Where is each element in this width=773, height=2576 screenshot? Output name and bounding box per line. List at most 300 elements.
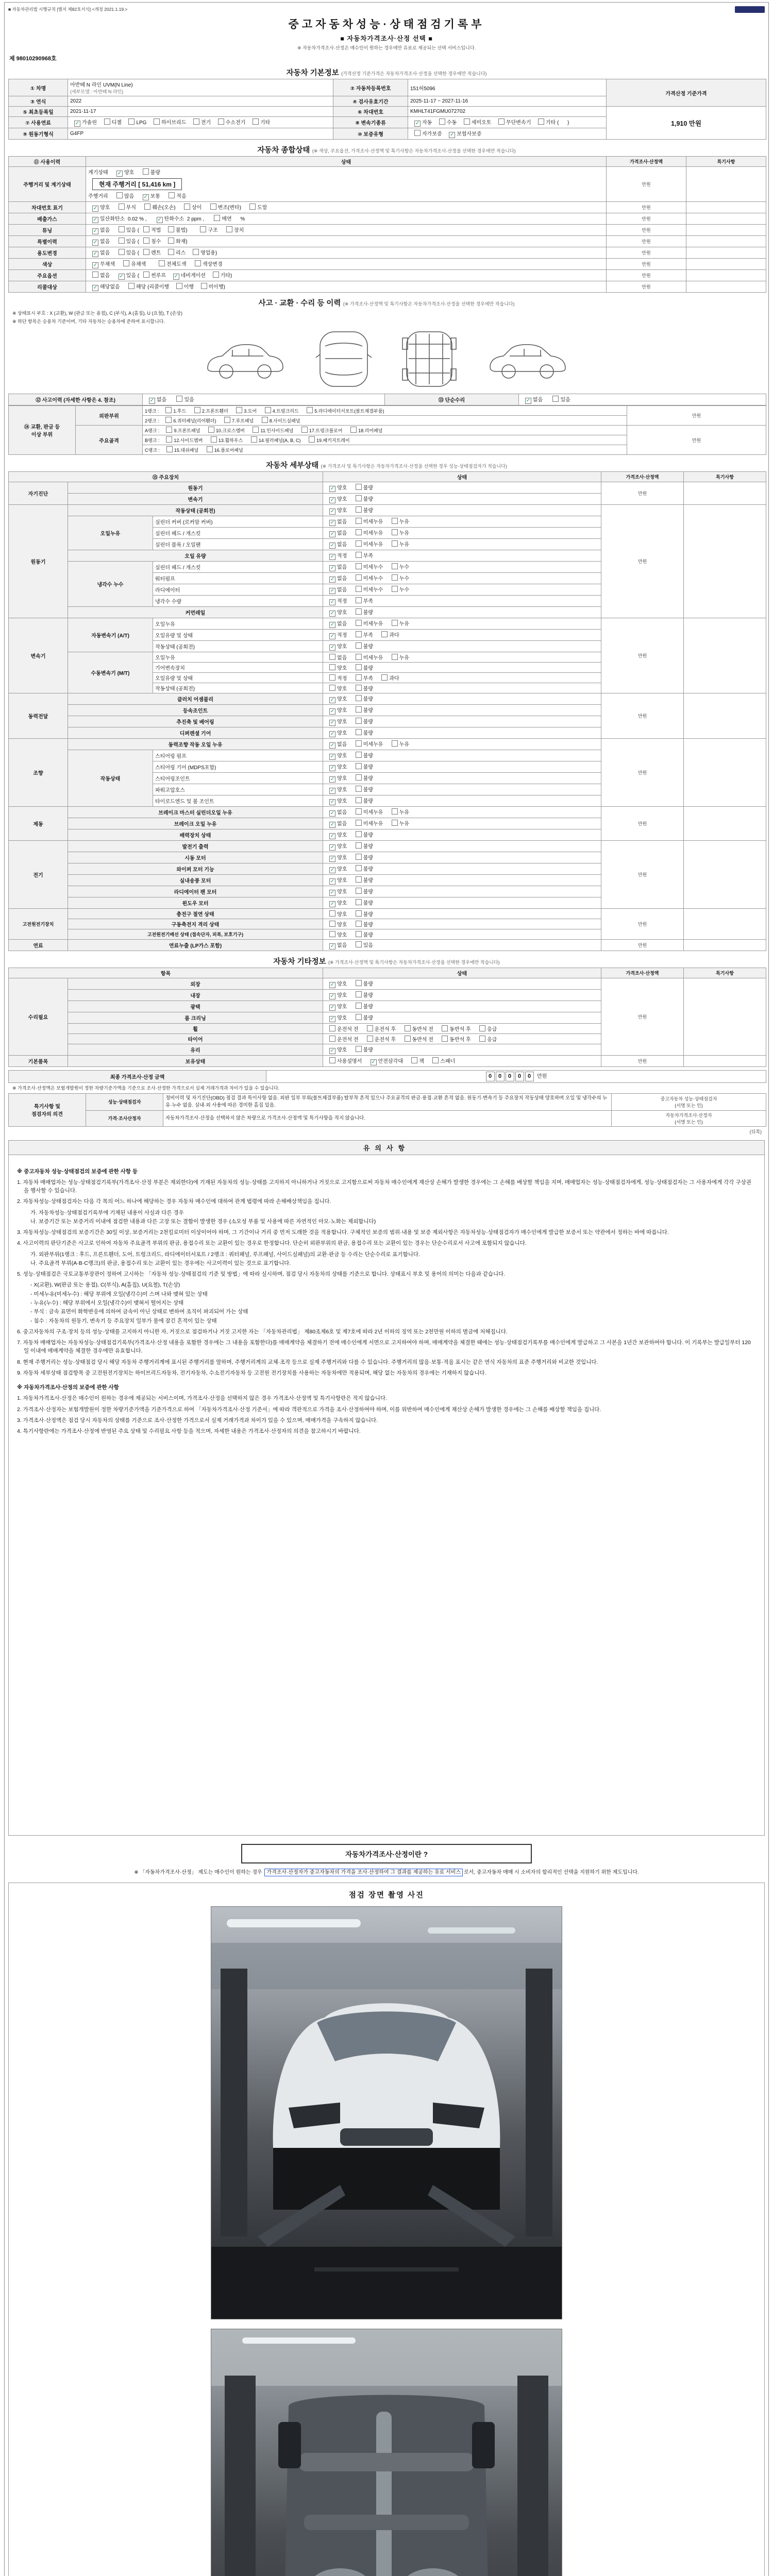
checkbox-unchecked[interactable] — [116, 192, 123, 198]
table-cell: ✓ 양호 불량 — [323, 505, 601, 516]
vehicle-type-legend: ※ 하단 항목은 승용차 기준이며, 기타 자동차는 승용차에 준하여 표시합니다. — [12, 319, 165, 324]
checkbox-unchecked[interactable] — [392, 654, 398, 660]
checkbox-unchecked[interactable] — [356, 854, 362, 860]
checkbox-checked[interactable]: ✓ — [75, 121, 80, 126]
checkbox-unchecked[interactable] — [405, 1036, 411, 1042]
checkbox-unchecked[interactable] — [193, 118, 199, 125]
table-cell: 냉각수 누수 — [68, 562, 153, 607]
notice-item: 가. 자동차성능·상태점검기록부에 기재된 내용이 사실과 다른 경우 — [30, 1209, 184, 1216]
checkbox-unchecked[interactable] — [442, 1025, 448, 1031]
checkbox-unchecked[interactable] — [208, 427, 214, 433]
checkbox-unchecked[interactable] — [392, 518, 398, 524]
checkbox-unchecked[interactable] — [432, 1057, 439, 1063]
table-cell: ✓ 없음 미세누유 누유 — [323, 807, 601, 818]
checkbox-unchecked[interactable] — [392, 586, 398, 592]
checkbox-unchecked[interactable] — [356, 888, 362, 894]
notice-item: 9. 자동차 세부상태 점검항목 중 고전원전기장치는 하이브리드자동차, 전기자동차, 수소전기자동차 등 고전원 전기장치를 사용하는 자동차에만 적용되며, 해당 없는 자동차의 경우에는 기재하지 않습니다. — [17, 1369, 486, 1376]
table-cell — [686, 213, 766, 225]
section-accident-header — [8, 297, 765, 308]
simple-repair: ✓ 없음 있음 — [519, 394, 766, 405]
table-cell: ✓ 양호 불량 — [323, 727, 601, 739]
model-year: 2022 — [68, 96, 333, 107]
table-cell: ✓ 양호 불량 — [323, 482, 601, 494]
checkbox-unchecked[interactable] — [329, 654, 335, 660]
checkbox-unchecked[interactable] — [392, 529, 398, 535]
car-diagram-side-right — [484, 333, 572, 385]
checkbox-unchecked[interactable] — [251, 436, 257, 443]
checkbox-unchecked[interactable] — [119, 249, 125, 255]
checkbox-unchecked[interactable] — [356, 718, 362, 724]
checkbox-unchecked[interactable] — [168, 249, 174, 255]
checkbox-unchecked[interactable] — [392, 820, 398, 826]
notice-item: - 부식 : 금속 표면이 화학반응에 의하여 금속이 아닌 상태로 변하여 조직이 파괴되어 가는 상태 — [30, 1309, 248, 1315]
table-cell: 만원 — [607, 259, 686, 270]
checkbox-unchecked[interactable] — [176, 396, 182, 402]
warranty-type: 자가보증 ✓ 보험사보증 — [408, 128, 607, 140]
checkbox-unchecked[interactable] — [236, 407, 242, 413]
checkbox-unchecked[interactable] — [128, 118, 135, 125]
table-cell: 특기사항 — [684, 968, 766, 978]
checkbox-checked[interactable]: ✓ — [330, 554, 335, 560]
table-cell: 클러치 어셈블리 — [68, 693, 323, 705]
table-cell: 원동기 — [9, 505, 68, 618]
checkbox-unchecked[interactable] — [356, 529, 362, 535]
checkbox-unchecked[interactable] — [392, 620, 398, 626]
checkbox-unchecked[interactable] — [356, 831, 362, 837]
detailed-condition-table — [8, 471, 765, 951]
table-cell: 리콜대상 — [9, 281, 86, 293]
checkbox-checked[interactable]: ✓ — [149, 398, 155, 403]
checkbox-unchecked[interactable] — [200, 226, 206, 232]
checkbox-checked[interactable]: ✓ — [330, 742, 335, 748]
notice-item: 나. 보증기간 또는 보증거리 이내에 점검한 내용과 다른 고장 또는 결함이 발생한 경우 (소모성 부품 및 사용에 따른 자연적인 마모·노화는 제외합니다) — [30, 1218, 376, 1225]
checkbox-checked[interactable]: ✓ — [330, 731, 335, 737]
checkbox-unchecked[interactable] — [381, 631, 388, 637]
checkbox-unchecked[interactable] — [119, 204, 125, 210]
checkbox-checked[interactable]: ✓ — [330, 543, 335, 548]
table-cell: 와이퍼 모터 기능 — [68, 863, 323, 875]
checkbox-unchecked[interactable] — [356, 752, 362, 758]
checkbox-unchecked[interactable] — [166, 436, 172, 443]
checkbox-unchecked[interactable] — [356, 1003, 362, 1009]
checkbox-checked[interactable]: ✓ — [371, 1059, 376, 1065]
checkbox-unchecked[interactable] — [356, 706, 362, 713]
table-cell: 만원 — [601, 482, 684, 505]
table-cell: 양호 불량 — [323, 909, 601, 919]
final-amount-note: ※ 가격조사·산정액은 보험개발원이 정한 차량기준가액을 기준으로 조사·산정한 가격으로서 실제 거래가격과 차이가 있을 수 있습니다. — [12, 1086, 280, 1091]
checkbox-unchecked[interactable] — [356, 506, 362, 513]
checkbox-checked[interactable]: ✓ — [330, 1016, 335, 1022]
checkbox-unchecked[interactable] — [168, 226, 174, 232]
checkbox-unchecked[interactable] — [552, 396, 559, 402]
checkbox-checked[interactable]: ✓ — [93, 228, 98, 234]
checkbox-unchecked[interactable] — [356, 991, 362, 997]
checkbox-unchecked[interactable] — [159, 260, 165, 266]
checkbox-unchecked[interactable] — [226, 226, 232, 232]
checkbox-checked[interactable]: ✓ — [330, 765, 335, 771]
checkbox-checked[interactable]: ✓ — [330, 509, 335, 514]
checkbox-checked[interactable]: ✓ — [330, 577, 335, 582]
checkbox-checked[interactable]: ✓ — [330, 497, 335, 503]
subtitle: ■ 자동차가격조사·산정 선택 ■ — [340, 35, 433, 42]
checkbox-checked[interactable]: ✓ — [330, 993, 335, 999]
accident-flag-table — [8, 394, 765, 405]
checkbox-unchecked[interactable] — [309, 436, 315, 443]
checkbox-unchecked[interactable] — [356, 820, 362, 826]
checkbox-unchecked[interactable] — [211, 436, 217, 443]
checkbox-checked[interactable]: ✓ — [93, 217, 98, 223]
section-accident-title: 사고 · 교환 · 수리 등 이력 — [258, 299, 341, 308]
checkbox-unchecked[interactable] — [498, 118, 505, 125]
checkbox-unchecked[interactable] — [154, 118, 160, 125]
checkbox-unchecked[interactable] — [356, 941, 362, 947]
table-cell: 양호 불량 — [323, 663, 601, 673]
checkbox-unchecked[interactable] — [92, 272, 98, 278]
checkbox-unchecked[interactable] — [329, 1025, 335, 1031]
checkbox-unchecked[interactable] — [356, 865, 362, 871]
checkbox-unchecked[interactable] — [538, 118, 544, 125]
checkbox-checked[interactable]: ✓ — [330, 565, 335, 571]
checkbox-unchecked[interactable] — [329, 1057, 335, 1063]
checkbox-unchecked[interactable] — [210, 204, 216, 210]
checkbox-unchecked[interactable] — [176, 283, 182, 289]
table-cell: ③ 연식 — [9, 96, 68, 107]
checkbox-unchecked[interactable] — [411, 1057, 417, 1063]
checkbox-unchecked[interactable] — [165, 407, 172, 413]
checkbox-unchecked[interactable] — [356, 729, 362, 735]
inspection-validity: 2025-11-17 ~ 2027-11-16 — [408, 96, 607, 107]
checkbox-unchecked[interactable] — [144, 204, 150, 210]
checkbox-unchecked[interactable] — [184, 204, 190, 210]
checkbox-checked[interactable]: ✓ — [330, 697, 335, 703]
checkbox-unchecked[interactable] — [381, 674, 388, 681]
section-basic-header — [8, 67, 765, 78]
checkbox-checked[interactable]: ✓ — [330, 844, 335, 850]
state-code-legend: ※ 상태표시 부호 : X (교환), W (판금 또는 용접), C (부식), A (흠집), U (요철), T (손상) — [12, 311, 182, 316]
checkbox-unchecked[interactable] — [213, 272, 219, 278]
checkbox-unchecked[interactable] — [356, 740, 362, 747]
table-cell: 외장 — [68, 978, 323, 990]
checkbox-unchecked[interactable] — [356, 563, 362, 569]
checkbox-unchecked[interactable] — [442, 1036, 448, 1042]
page-title: 중고자동차성능·상태점검기록부 — [288, 19, 485, 30]
checkbox-unchecked[interactable] — [356, 654, 362, 660]
table-cell: B랭크 : 12.사이드멤버 13.휠하우스 14.필러패널(A, B, C) 19.패키지트레이 — [143, 435, 627, 445]
checkbox-unchecked[interactable] — [249, 204, 256, 210]
table-cell: 실린더 헤드 / 개스킷 — [153, 528, 323, 539]
car-diagram-side-left — [201, 333, 289, 385]
checkbox-unchecked[interactable] — [307, 407, 313, 413]
checkbox-checked[interactable]: ✓ — [330, 901, 335, 907]
plate-number: 151허5096 — [408, 79, 607, 96]
table-cell: 스티어링 기어 (MDPS포함) — [153, 761, 323, 773]
table-cell: 스티어링 펌프 — [153, 750, 323, 761]
checkbox-unchecked[interactable] — [195, 260, 201, 266]
table-cell: 주행거리 및 계기상태 — [9, 167, 86, 202]
checkbox-unchecked[interactable] — [392, 563, 398, 569]
checkbox-checked[interactable]: ✓ — [330, 776, 335, 782]
table-cell: 주요옵션 — [9, 270, 86, 281]
checkbox-unchecked[interactable] — [356, 642, 362, 649]
checkbox-checked[interactable]: ✓ — [415, 121, 420, 126]
checkbox-unchecked[interactable] — [119, 238, 125, 244]
section-other-note: (※ 가격조사·산정액 및 특기사항은 자동차가격조사·산정을 선택한 경우에만 적습니다) — [328, 960, 500, 965]
checkbox-unchecked[interactable] — [104, 118, 110, 125]
checkbox-unchecked[interactable] — [329, 921, 335, 927]
table-cell: ✓ 없음 미세누유 누유 — [323, 528, 601, 539]
table-cell: 워터펌프 — [153, 573, 323, 584]
checkbox-unchecked[interactable] — [356, 586, 362, 592]
checkbox-checked[interactable]: ✓ — [93, 206, 98, 211]
table-cell: 전기 — [9, 841, 68, 909]
checkbox-checked[interactable]: ✓ — [330, 754, 335, 759]
checkbox-unchecked[interactable] — [356, 808, 362, 815]
checkbox-checked[interactable]: ✓ — [330, 708, 335, 714]
table-cell: 타이로드엔드 및 볼 조인트 — [153, 795, 323, 807]
checkbox-unchecked[interactable] — [143, 226, 149, 232]
checkbox-checked[interactable]: ✓ — [119, 274, 124, 279]
checkbox-unchecked[interactable] — [356, 763, 362, 769]
final-amount-table — [8, 1070, 765, 1083]
checkbox-unchecked[interactable] — [166, 427, 172, 433]
table-cell: 만원 — [601, 807, 684, 841]
checkbox-unchecked[interactable] — [194, 407, 200, 413]
checkbox-unchecked[interactable] — [367, 1025, 373, 1031]
checkbox-checked[interactable]: ✓ — [330, 645, 335, 650]
checkbox-unchecked[interactable] — [168, 238, 174, 244]
table-cell — [684, 482, 766, 505]
checkbox-unchecked[interactable] — [143, 238, 149, 244]
odometer-reading: 계기상태 ✓ 양호 불량 현재 주행거리 [ 51,416 km ] 주행거리 많음 ✓ 보통 적음 — [86, 167, 607, 202]
checkbox-unchecked[interactable] — [143, 272, 149, 278]
checkbox-checked[interactable]: ✓ — [330, 622, 335, 628]
table-cell — [684, 739, 766, 807]
checkbox-unchecked[interactable] — [201, 283, 207, 289]
checkbox-unchecked[interactable] — [356, 695, 362, 701]
table-cell: ✓ 양호 불량 — [323, 773, 601, 784]
checkbox-checked[interactable]: ✓ — [330, 856, 335, 861]
checkbox-unchecked[interactable] — [356, 980, 362, 986]
checkbox-unchecked[interactable] — [356, 786, 362, 792]
checkbox-checked[interactable]: ✓ — [330, 486, 335, 492]
checkbox-unchecked[interactable] — [356, 842, 362, 849]
checkbox-unchecked[interactable] — [479, 1025, 485, 1031]
table-cell: ✓ 적정 부족 — [323, 550, 601, 562]
checkbox-unchecked[interactable] — [218, 118, 224, 125]
checkbox-unchecked[interactable] — [224, 417, 230, 423]
table-cell: 주요골격 — [76, 426, 143, 455]
checkbox-unchecked[interactable] — [356, 1046, 362, 1052]
checkbox-unchecked[interactable] — [143, 249, 149, 255]
checkbox-checked[interactable]: ✓ — [174, 274, 178, 279]
checkbox-checked[interactable]: ✓ — [330, 867, 335, 873]
checkbox-unchecked[interactable] — [329, 674, 335, 681]
checkbox-unchecked[interactable] — [165, 417, 172, 423]
checkbox-unchecked[interactable] — [169, 192, 175, 198]
table-cell: ✓ 양호 불량 — [323, 716, 601, 727]
checkbox-checked[interactable]: ✓ — [117, 171, 122, 176]
checkbox-checked[interactable]: ✓ — [330, 810, 335, 816]
checkbox-checked[interactable]: ✓ — [330, 611, 335, 616]
checkbox-unchecked[interactable] — [356, 910, 362, 917]
table-cell — [684, 940, 766, 951]
table-cell: 변속기 — [9, 618, 68, 693]
table-cell: 오일유량 및 상태 — [153, 630, 323, 641]
checkbox-unchecked[interactable] — [356, 574, 362, 581]
checkbox-unchecked[interactable] — [356, 597, 362, 603]
checkbox-unchecked[interactable] — [464, 118, 470, 125]
table-cell: 고전원전기배선 상태 (접속단자, 피복, 보호기구) — [68, 929, 323, 940]
checkbox-unchecked[interactable] — [329, 685, 335, 691]
checkbox-checked[interactable]: ✓ — [330, 878, 335, 884]
checkbox-checked[interactable]: ✓ — [450, 132, 455, 138]
table-cell: 실린더 헤드 / 개스킷 — [153, 562, 323, 573]
checkbox-unchecked[interactable] — [265, 407, 271, 413]
checkbox-checked[interactable]: ✓ — [330, 633, 335, 639]
definition-text-post: 로서, 중고자동차 매매 시 소비자의 합리적인 선택을 지원하기 위한 제도입니다. — [464, 1869, 639, 1875]
checkbox-unchecked[interactable] — [356, 664, 362, 670]
table-cell: ⑤ 최초등록일 — [9, 107, 68, 117]
table-cell — [686, 202, 766, 213]
checkbox-checked[interactable]: ✓ — [330, 890, 335, 895]
checkbox-unchecked[interactable] — [367, 1036, 373, 1042]
table-cell: 유리 — [68, 1044, 323, 1056]
checkbox-unchecked[interactable] — [392, 540, 398, 547]
definition-text-highlight: 가격조사·산정자가 중고자동차의 가격을 조사·산정하여 그 결과를 제공하는 유료 서비스 — [264, 1869, 463, 1876]
checkbox-checked[interactable]: ✓ — [330, 799, 335, 805]
checkbox-unchecked[interactable] — [356, 921, 362, 927]
checkbox-unchecked[interactable] — [350, 427, 357, 433]
checkbox-unchecked[interactable] — [356, 484, 362, 490]
table-cell: ✓ 무채색 유채색 전체도색 색상변경 — [86, 259, 607, 270]
table-cell: 광택 — [68, 1001, 323, 1012]
checkbox-unchecked[interactable] — [356, 931, 362, 937]
checkbox-unchecked[interactable] — [356, 685, 362, 691]
notice-item: - 미세누유(미세누수) : 해당 부위에 오일(냉각수)이 스며 나와 맺혀 있는 상태 — [30, 1291, 208, 1297]
table-cell: 외판부위 — [76, 406, 143, 426]
checkbox-unchecked[interactable] — [356, 797, 362, 803]
notice-item: 5. 성능·상태점검은 국토교통부장관이 정하여 고시하는 「자동차 성능·상태점검의 기준 및 방법」에 따라 실시하며, 점검 당시 자동차의 상태를 기준으로 합니다. 상태표시 부호 및 용어의 의미는 다음과 같습니다. — [17, 1271, 506, 1278]
checkbox-checked[interactable]: ✓ — [330, 531, 335, 537]
checkbox-checked[interactable]: ✓ — [157, 217, 162, 223]
checkbox-unchecked[interactable] — [356, 552, 362, 558]
checkbox-unchecked[interactable] — [356, 674, 362, 681]
checkbox-unchecked[interactable] — [356, 540, 362, 547]
checkbox-checked[interactable]: ✓ — [143, 194, 148, 200]
checkbox-unchecked[interactable] — [166, 446, 173, 452]
checkbox-unchecked[interactable] — [356, 876, 362, 883]
inspection-photos-section — [8, 1883, 765, 2576]
table-cell: 커먼레일 — [68, 607, 323, 618]
checkbox-unchecked[interactable] — [479, 1036, 485, 1042]
checkbox-checked[interactable]: ✓ — [330, 1048, 335, 1054]
checkbox-checked[interactable]: ✓ — [330, 720, 335, 725]
checkbox-unchecked[interactable] — [128, 283, 135, 289]
checkbox-checked[interactable]: ✓ — [93, 240, 98, 245]
checkbox-unchecked[interactable] — [356, 899, 362, 905]
checkbox-unchecked[interactable] — [356, 518, 362, 524]
checkbox-checked[interactable]: ✓ — [93, 285, 98, 291]
checkbox-unchecked[interactable] — [329, 1036, 335, 1042]
checkbox-checked[interactable]: ✓ — [93, 262, 98, 268]
checkbox-unchecked[interactable] — [301, 427, 308, 433]
table-cell: ✓ 양호 불량 — [323, 795, 601, 807]
checkbox-checked[interactable]: ✓ — [330, 822, 335, 827]
table-cell: ✓ 해당없음 해당 (리콜이행 이행 미이행) — [86, 281, 607, 293]
checkbox-checked[interactable]: ✓ — [330, 1005, 335, 1010]
car-diagram-underbody-view — [398, 329, 460, 389]
checkbox-unchecked[interactable] — [123, 260, 129, 266]
checkbox-unchecked[interactable] — [329, 931, 335, 937]
table-cell: 특기사항 — [686, 157, 766, 167]
notice-item: 2. 자동차성능·상태점검자는 다음 각 목의 어느 하나에 해당하는 경우 자동차 매수인에 대하여 관계 법령에 따라 손해배상책임을 집니다. — [17, 1198, 331, 1205]
checkbox-unchecked[interactable] — [119, 226, 125, 232]
table-cell: 오일누유 — [153, 652, 323, 663]
table-cell: 변속기 — [68, 494, 323, 505]
table-cell: 오일누유 — [68, 516, 153, 550]
table-cell: 타이어 — [68, 1034, 323, 1044]
checkbox-unchecked[interactable] — [439, 118, 445, 125]
table-cell: 튜닝 — [9, 225, 86, 236]
checkbox-unchecked[interactable] — [356, 774, 362, 781]
checkbox-unchecked[interactable] — [214, 215, 220, 221]
checkbox-unchecked[interactable] — [262, 417, 268, 423]
table-cell: 특별이력 — [9, 236, 86, 247]
checkbox-unchecked[interactable] — [392, 740, 398, 747]
checkbox-unchecked[interactable] — [356, 495, 362, 501]
section-comp-header — [8, 144, 765, 155]
checkbox-unchecked[interactable] — [253, 118, 259, 125]
checkbox-checked[interactable]: ✓ — [330, 943, 335, 949]
checkbox-checked[interactable]: ✓ — [526, 398, 531, 403]
table-cell: ✓ 양호 불량 — [323, 897, 601, 909]
table-cell: 가격조사·산정액 — [601, 472, 684, 482]
table-cell: 만원 — [601, 1056, 684, 1067]
checkbox-checked[interactable]: ✓ — [330, 520, 335, 526]
table-cell: 만원 — [601, 978, 684, 1056]
checkbox-checked[interactable]: ✓ — [330, 982, 335, 988]
table-cell: ✓ 없음 미세누유 누유 — [323, 739, 601, 750]
checkbox-unchecked[interactable] — [329, 664, 335, 670]
checkbox-unchecked[interactable] — [356, 631, 362, 637]
checkbox-unchecked[interactable] — [405, 1025, 411, 1031]
first-registration-date: 2021-11-17 — [68, 107, 333, 117]
checkbox-checked[interactable]: ✓ — [93, 251, 98, 257]
checkbox-unchecked[interactable] — [143, 168, 149, 175]
checkbox-unchecked[interactable] — [392, 808, 398, 815]
checkbox-unchecked[interactable] — [356, 620, 362, 626]
checkbox-unchecked[interactable] — [392, 574, 398, 581]
checkbox-checked[interactable]: ✓ — [330, 599, 335, 605]
checkbox-unchecked[interactable] — [193, 249, 199, 255]
table-cell: ⑪ 사용이력 — [9, 157, 86, 167]
checkbox-unchecked[interactable] — [414, 130, 421, 136]
checkbox-checked[interactable]: ✓ — [330, 833, 335, 839]
table-cell: 고전원전기장치 — [9, 909, 68, 940]
notice-item: 6. 중고자동차의 구조·장치 등의 성능·상태를 고지하지 아니한 자, 거짓으로 점검하거나 거짓 고지한 자는 「자동차관리법」 제80조제6호 및 제7호에 따라 2년 이하의 징역 또는 2천만원 이하의 벌금에 처해집니다. — [17, 1328, 508, 1335]
checkbox-unchecked[interactable] — [253, 427, 259, 433]
table-cell: ✓ 양호 불량 — [323, 784, 601, 795]
checkbox-checked[interactable]: ✓ — [330, 788, 335, 793]
table-cell: ④ 검사유효기간 — [333, 96, 408, 107]
table-cell — [684, 807, 766, 841]
table-cell: 만원 — [607, 270, 686, 281]
checkbox-unchecked[interactable] — [356, 1014, 362, 1020]
checkbox-checked[interactable]: ✓ — [330, 588, 335, 594]
checkbox-unchecked[interactable] — [207, 446, 213, 452]
checkbox-unchecked[interactable] — [329, 910, 335, 917]
checkbox-unchecked[interactable] — [356, 608, 362, 615]
